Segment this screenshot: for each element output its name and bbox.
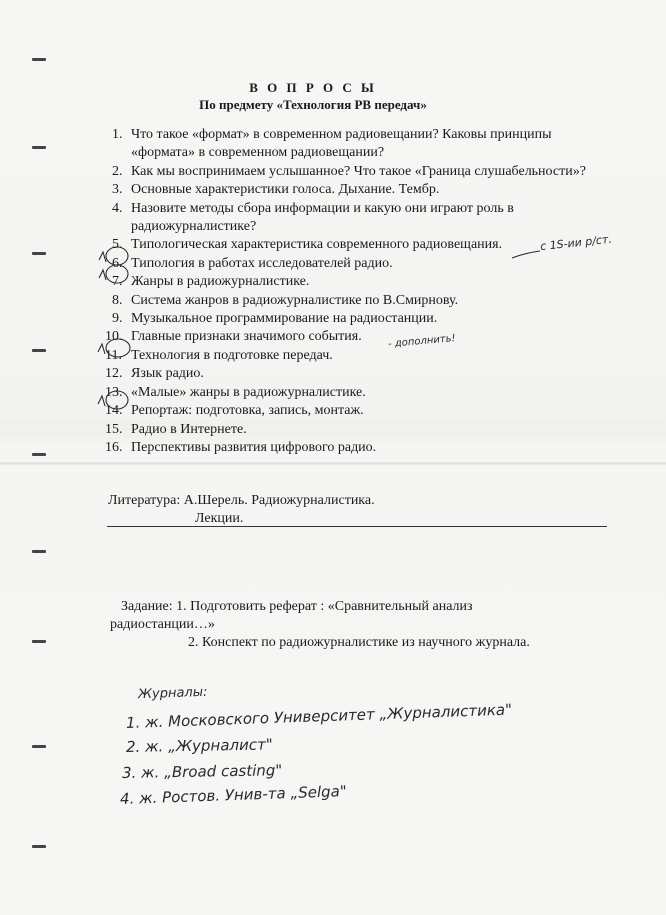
literature-line: Лекции. xyxy=(195,511,244,526)
tick-mark xyxy=(98,396,105,406)
list-item: 5. Типологическая характеристика современного радиовещания. xyxy=(112,237,503,253)
task-line: Задание: 1. Подготовить реферат : «Сравнительный анализ xyxy=(121,599,473,614)
literature-line: Литература: А.Шерель. Радиожурналистика. xyxy=(108,493,375,508)
list-item: 3. Основные характеристики голоса. Дыхание. Тембр. xyxy=(112,182,440,198)
tick-mark xyxy=(99,270,106,280)
circle-mark xyxy=(106,339,130,357)
list-item: 10. Главные признаки значимого события. xyxy=(105,329,362,345)
list-item: 2. Как мы воспринимаем услышанное? Что такое «Граница слушабельности»? xyxy=(112,163,586,179)
journal-item: 1. ж. Московского Университет „Журналистика" xyxy=(125,700,513,732)
page-title: В О П Р О С Ы xyxy=(249,80,377,95)
journal-item: 4. ж. Ростов. Унив-та „Selga" xyxy=(119,782,348,808)
journal-item: 2. ж. „Журналист" xyxy=(125,735,273,756)
note-q5: с 1S-ии р/ст. xyxy=(539,232,613,254)
list-item: 9. Музыкальное программирование на радиостанции. xyxy=(112,311,438,327)
journals-title: Журналы: xyxy=(137,684,208,703)
tick-mark xyxy=(98,344,105,354)
list-item: 8. Система жанров в радиожурналистике по В.Смирнову. xyxy=(112,292,459,308)
task-line: радиостанции…» xyxy=(110,617,215,632)
list-item: 7. Жанры в радиожурналистике. xyxy=(112,274,310,290)
circle-mark xyxy=(106,247,128,265)
list-item: 15. Радио в Интернете. xyxy=(105,421,247,437)
circle-mark xyxy=(106,391,128,409)
list-item: 11. Технология в подготовке передач. xyxy=(105,347,333,363)
circle-mark xyxy=(106,265,128,283)
tick-mark xyxy=(99,252,106,262)
dash-mark xyxy=(512,251,540,258)
task-line: 2. Конспект по радиожурналистике из научного журнала. xyxy=(188,635,530,650)
list-item: 14. Репортаж: подготовка, запись, монтаж. xyxy=(105,403,364,419)
journal-item: 3. ж. „Broad casting" xyxy=(121,761,283,782)
note-q10: - дополнить! xyxy=(387,333,456,350)
list-item: 6. Типология в работах исследователей радио. xyxy=(112,255,393,271)
page-subtitle: По предмету «Технология РВ передач» xyxy=(199,97,427,112)
list-item: 13. «Малые» жанры в радиожурналистике. xyxy=(105,384,366,400)
list-item: 16. Перспективы развития цифрового радио. xyxy=(105,439,377,455)
list-item: 4. Назовите методы сбора информации и какую они играют роль в радиожурналистике? xyxy=(112,200,514,235)
list-item: 1. Что такое «формат» в современном радиовещании? Каковы принципы «формата» в современном радиовещании? xyxy=(112,127,552,161)
list-item: 12. Язык радио. xyxy=(105,366,204,382)
